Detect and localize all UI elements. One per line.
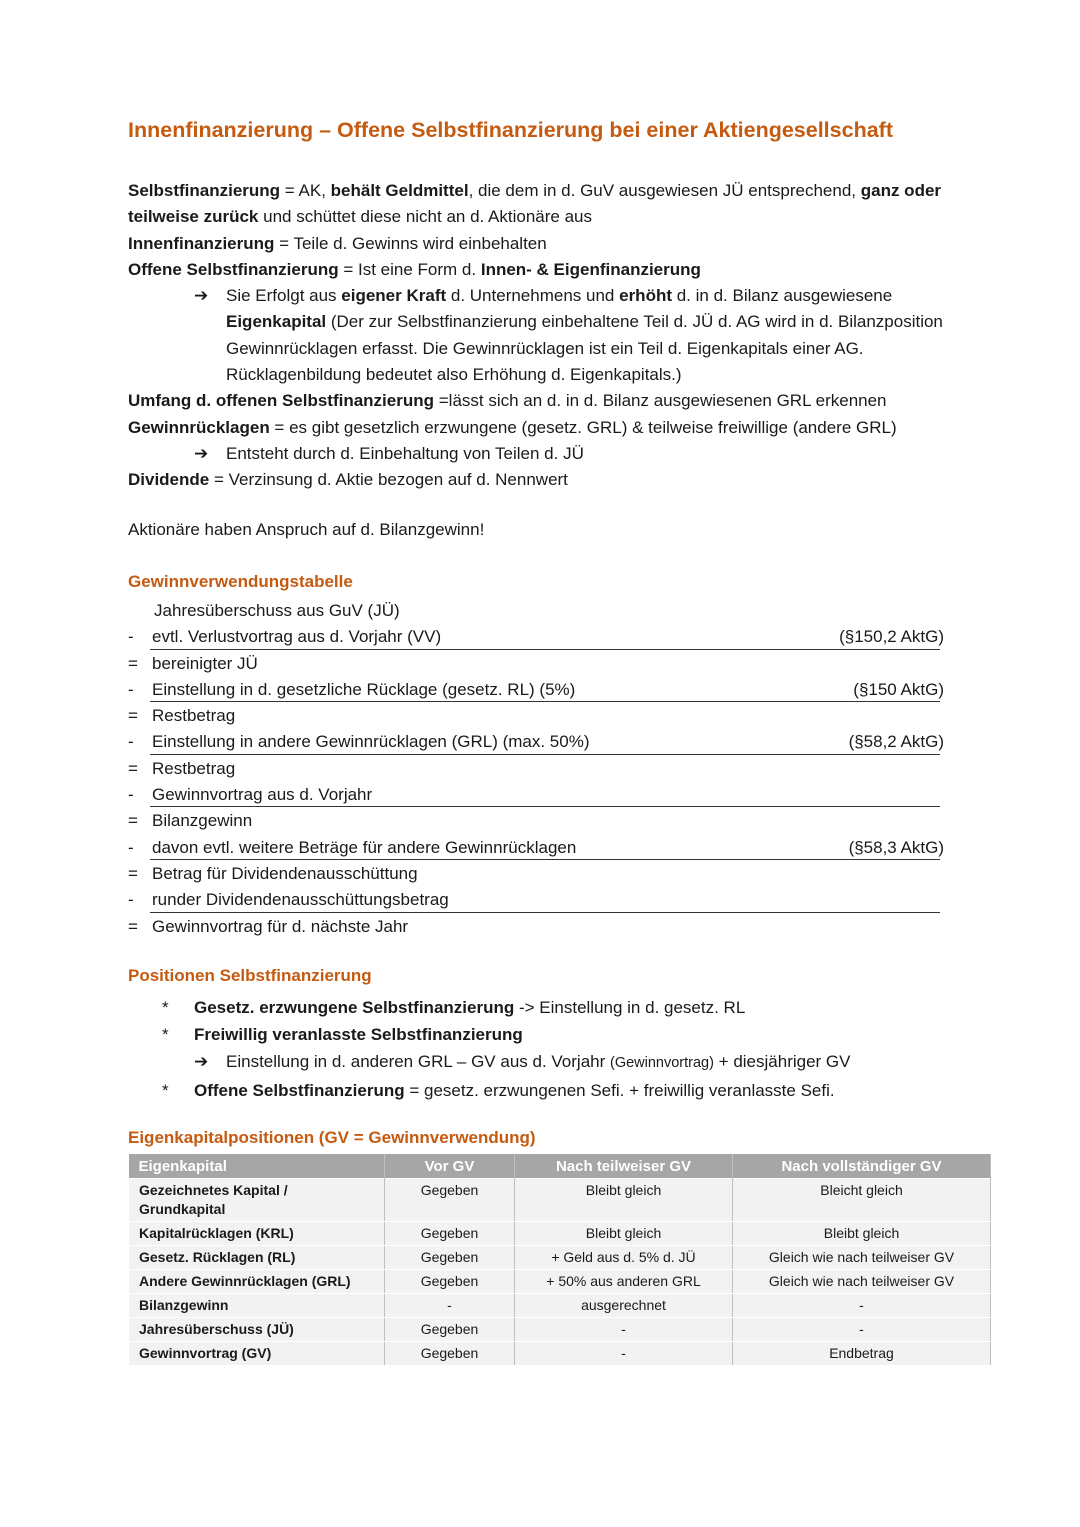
row-label: Gewinnvortrag aus d. Vorjahr [152,785,373,805]
item-emphasis: Offene Selbstfinanzierung [194,1081,405,1100]
item-small-text: (Gewinnvortrag) [610,1055,714,1071]
row-label: bereinigter JÜ [152,653,258,673]
row-law-reference: (§150,2 AktG) [839,627,944,647]
row-label: Jahresüberschuss aus GuV (JÜ) [154,601,400,620]
definition-emphasis: behält Geldmittel [330,181,469,200]
table-cell: Bleibt gleich [733,1222,991,1246]
column-header: Nach teilweiser GV [515,1154,733,1179]
row-label-cell: Gewinnvortrag (GV) [129,1342,385,1366]
table-row [129,1294,991,1318]
table-cell: Bleibt gleich [515,1179,733,1222]
term-umfang: Umfang d. offenen Selbstfinanzierung [128,391,435,411]
definition-text: , die dem in d. GuV ausgewiesen JÜ entsprechend, [468,181,861,200]
definition-emphasis: erhöht [619,286,672,306]
list-item [128,1077,968,1104]
gewinnverwendungstabelle [128,598,944,940]
note-bilanzgewinn: Aktionäre haben Anspruch auf d. Bilanzgewinn! [128,520,485,539]
table-row [129,1342,991,1366]
heading-eigenkapitalpositionen: Eigenkapitalpositionen (GV = Gewinnverwendung) [128,1128,536,1147]
table-cell: ausgerechnet [515,1294,733,1318]
table-row [128,598,940,624]
row-law-reference: (§150 AktG) [853,679,944,699]
positionen-list [128,994,968,1104]
definition-gewinnruecklagen [128,415,968,441]
item-text: Einstellung in d. anderen GRL – GV aus d. Vorjahr [226,1052,610,1071]
definition-dividende [128,467,968,493]
heading-positionen: Positionen Selbstfinanzierung [128,966,372,985]
table-row [128,651,940,677]
row-label-cell: Gesetz. Rücklagen (RL) [129,1246,385,1270]
term-innenfinanzierung: Innenfinanzierung [128,233,275,253]
table-cell: Gegeben [385,1318,515,1342]
table-cell: - [733,1294,991,1318]
column-header: Vor GV [385,1154,515,1179]
row-label-cell: Bilanzgewinn [129,1294,385,1318]
table-cell: Endbetrag [733,1342,991,1366]
table-cell: Bleibt gleich [515,1222,733,1246]
table-cell: - [515,1342,733,1366]
definition-emphasis: Eigenkapital [226,312,327,332]
table-cell: Gegeben [385,1246,515,1270]
eigenkapital-table [128,1154,991,1366]
row-label-cell: Kapitalrücklagen (KRL) [129,1222,385,1246]
row-label: Betrag für Dividendenausschüttung [152,863,418,883]
table-cell: + 50% aus anderen GRL [515,1270,733,1294]
column-header: Eigenkapital [129,1154,385,1179]
definition-selbstfinanzierung [128,178,968,231]
row-label: Bilanzgewinn [152,811,253,831]
page-title: Innenfinanzierung – Offene Selbstfinanzierung bei einer Aktiengesellschaft [128,118,893,142]
table-row [128,861,940,887]
definition-text: d. Unternehmens und [446,286,620,306]
item-text: = gesetz. erzwungenen Sefi. + freiwillig veranlasste Sefi. [404,1081,835,1100]
definition-text: =lässt sich an d. in d. Bilanz ausgewiesenen GRL erkennen [434,391,887,411]
row-operator: = [128,706,138,726]
row-operator: = [128,811,138,831]
row-operator: - [128,890,134,910]
table-cell: - [385,1294,515,1318]
table-row [128,782,940,808]
table-cell: - [515,1318,733,1342]
asterisk-bullet-icon: * [162,998,169,1017]
definition-text: (Der zur Selbstfinanzierung einbehaltene Teil d. JÜ d. AG wird in d. Bilanzposition Gewinnrücklagen erfasst. Die Gewinnrücklagen ist ein Teil d. Eigenkapitals einer AG. Rücklagenbildung bedeutet also Erhöhung d. Eigenkapitals.) [226,312,943,385]
table-cell: Gegeben [385,1342,515,1366]
table-row [128,835,944,861]
list-subitem [128,1048,968,1077]
row-operator: = [128,653,138,673]
table-row [129,1222,991,1246]
row-label: runder Dividendenausschüttungsbetrag [152,890,449,910]
definition-text: d. in d. Bilanz ausgewiesene [672,286,893,306]
row-operator: - [128,785,134,805]
row-label: Restbetrag [152,758,236,778]
table-row [129,1270,991,1294]
row-label: evtl. Verlustvortrag aus d. Vorjahr (VV) [152,627,442,647]
row-label: Gewinnvortrag für d. nächste Jahr [152,916,409,936]
definition-text: = Ist eine Form d. [338,259,481,279]
row-label: Restbetrag [152,706,236,726]
definition-text: und schüttet diese nicht an d. Aktionäre aus [258,207,592,227]
row-operator: = [128,758,138,778]
item-text: + diesjähriger GV [713,1052,851,1071]
row-label-cell: Andere Gewinnrücklagen (GRL) [129,1270,385,1294]
row-label: Einstellung in andere Gewinnrücklagen (GRL) (max. 50%) [152,732,590,752]
definition-text: = AK, [280,181,331,200]
table-row [128,624,944,650]
table-row [128,756,940,782]
table-cell: + Geld aus d. 5% d. JÜ [515,1246,733,1270]
row-law-reference: (§58,2 AktG) [848,732,944,752]
row-operator: - [128,679,134,699]
definition-innenfinanzierung [128,231,968,257]
table-row [128,703,940,729]
table-row [128,729,944,755]
table-row [129,1246,991,1270]
row-label: Einstellung in d. gesetzliche Rücklage (gesetz. RL) (5%) [152,679,576,699]
arrow-icon: ➔ [194,286,209,306]
definition-text: Entsteht durch d. Einbehaltung von Teilen d. JÜ [226,443,584,463]
arrow-point-eigenkapital [128,283,968,388]
term-offene-selbstfinanzierung: Offene Selbstfinanzierung [128,259,339,279]
row-operator: - [128,837,134,857]
heading-gewinnverwendungstabelle: Gewinnverwendungstabelle [128,572,353,591]
table-cell: Gleich wie nach teilweiser GV [733,1246,991,1270]
row-label: davon evtl. weitere Beträge für andere Gewinnrücklagen [152,837,577,857]
table-row [128,677,944,703]
table-cell: Gegeben [385,1179,515,1222]
definition-text: Sie Erfolgt aus [226,286,342,306]
row-operator: = [128,916,138,936]
arrow-icon: ➔ [194,1052,209,1071]
table-cell: Bleicht gleich [733,1179,991,1222]
definitions-section [128,178,968,494]
item-emphasis: Freiwillig veranlasste Selbstfinanzierung [194,1025,523,1044]
table-cell: Gegeben [385,1270,515,1294]
table-row [129,1318,991,1342]
table-header-row [129,1154,991,1179]
asterisk-bullet-icon: * [162,1081,169,1100]
row-law-reference: (§58,3 AktG) [848,837,944,857]
definition-offene-selbstfinanzierung [128,257,968,283]
definition-emphasis: Innen- & Eigenfinanzierung [480,259,701,279]
list-item [128,994,968,1021]
definition-emphasis: ganz oder teilweise zurück [128,181,942,227]
item-emphasis: Gesetz. erzwungene Selbstfinanzierung [194,998,515,1017]
row-operator: = [128,863,138,883]
arrow-point-entstehung [128,441,968,467]
row-operator: - [128,732,134,752]
row-operator: - [128,627,134,647]
item-text: -> Einstellung in d. gesetz. RL [514,998,746,1017]
column-header: Nach vollständiger GV [733,1154,991,1179]
definition-text: = es gibt gesetzlich erzwungene (gesetz. GRL) & teilweise freiwillige (andere GRL) [269,417,897,437]
term-dividende: Dividende [128,470,210,490]
asterisk-bullet-icon: * [162,1025,169,1044]
table-row [128,808,940,834]
table-row [128,887,940,913]
term-selbstfinanzierung: Selbstfinanzierung [128,181,281,200]
term-gewinnruecklagen: Gewinnrücklagen [128,417,270,437]
definition-text: = Teile d. Gewinns wird einbehalten [274,233,547,253]
list-item [128,1021,968,1048]
table-cell: - [733,1318,991,1342]
row-label-cell: Gezeichnetes Kapital / Grundkapital [129,1179,385,1222]
row-label-cell: Jahresüberschuss (JÜ) [129,1318,385,1342]
definition-emphasis: eigener Kraft [341,286,447,306]
table-row [129,1179,991,1222]
arrow-icon: ➔ [194,443,209,463]
table-cell: Gleich wie nach teilweiser GV [733,1270,991,1294]
table-row [128,914,940,940]
table-cell: Gegeben [385,1222,515,1246]
definition-umfang [128,388,968,414]
definition-text: = Verzinsung d. Aktie bezogen auf d. Nennwert [209,470,568,490]
